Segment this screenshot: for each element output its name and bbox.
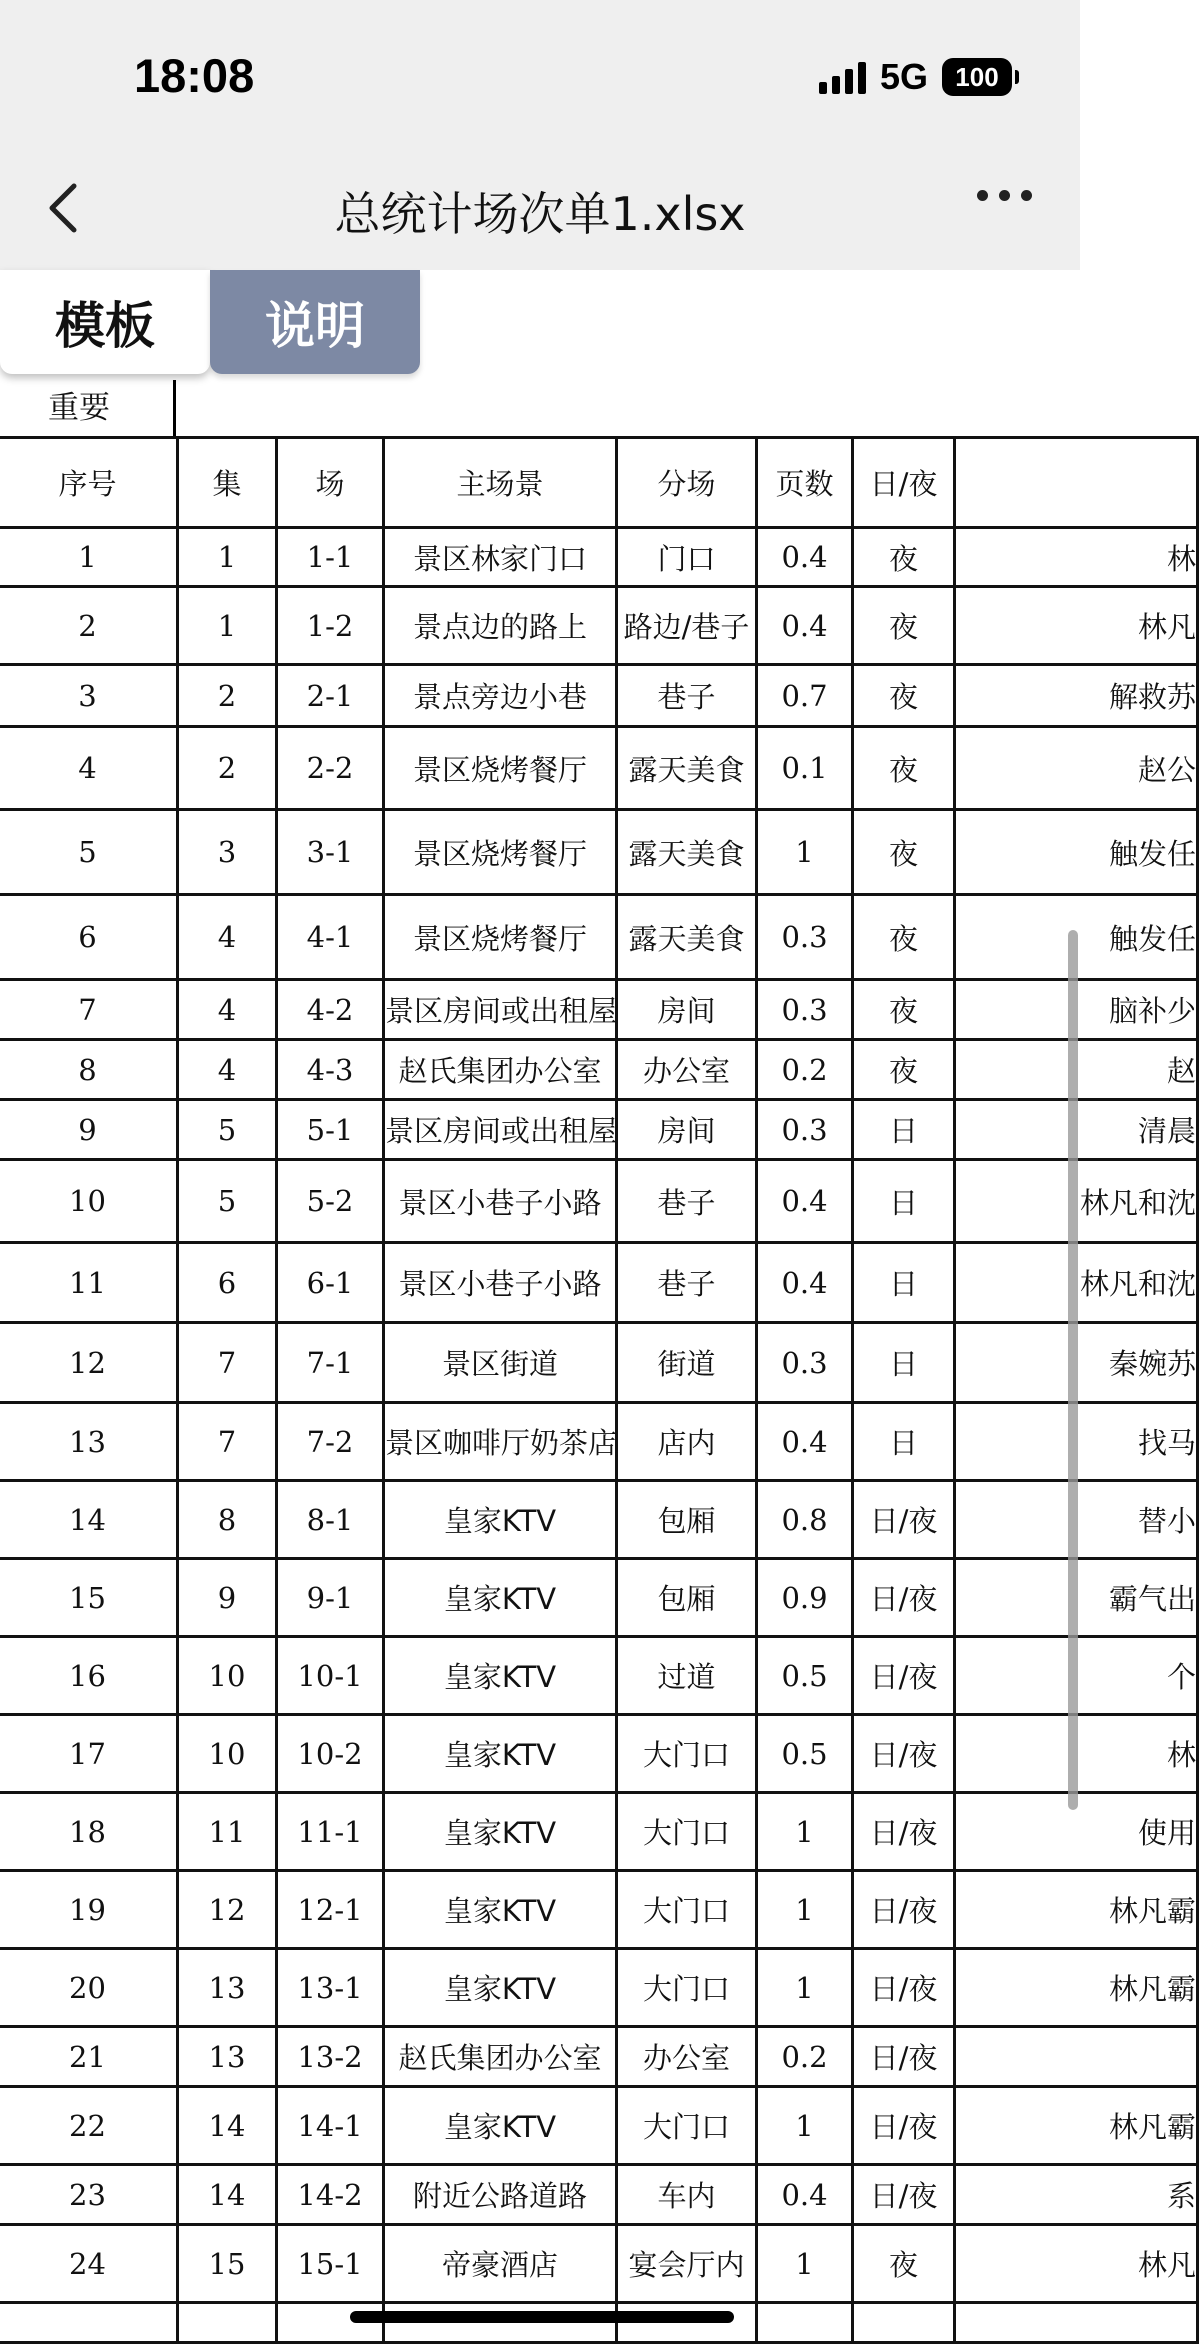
table-cell[interactable]: 景点旁边小巷 [384,665,617,727]
table-cell[interactable]: 1 [757,1949,853,2027]
table-cell[interactable]: 14-1 [277,2087,384,2165]
table-cell[interactable]: 皇家KTV [384,1715,617,1793]
header-cell[interactable]: 主场景 [384,438,617,528]
table-cell[interactable]: 皇家KTV [384,2087,617,2165]
table-row [0,1160,1198,1243]
sheet-cell-important[interactable]: 重要 [0,380,176,436]
table-cell[interactable]: 解救苏 [955,665,1198,727]
table-cell[interactable]: 0.3 [757,895,853,980]
table-cell[interactable]: 赵 [955,1040,1198,1100]
table-cell[interactable]: 日 [853,1243,955,1323]
table-row [0,2087,1198,2165]
table-cell[interactable]: 景区小巷子小路 [384,1243,617,1323]
table-cell[interactable]: 13 [178,2027,277,2087]
table-cell[interactable]: 11 [178,1793,277,1871]
table-cell[interactable]: 过道 [617,1637,757,1715]
table-cell[interactable]: 22 [0,2087,178,2165]
table-cell[interactable]: 7-2 [277,1403,384,1481]
more-dot [977,190,988,201]
table-cell[interactable]: 0.3 [757,980,853,1040]
battery-icon [942,58,1012,96]
table-cell[interactable]: 林凡和沈 [955,1160,1198,1243]
table-cell[interactable]: 路边/巷子 [617,587,757,665]
table-cell[interactable]: 日 [853,1160,955,1243]
file-title: 总统计场次单1.xlsx [334,187,746,241]
table-row [0,810,1198,895]
table-cell[interactable]: 赵氏集团办公室 [384,1040,617,1100]
table-cell[interactable]: 0.5 [757,1637,853,1715]
table-cell[interactable]: 13 [0,1403,178,1481]
table-cell[interactable]: 大门口 [617,2087,757,2165]
table-cell[interactable]: 1-2 [277,587,384,665]
table-cell[interactable]: 使用 [955,1793,1198,1871]
table-cell[interactable]: 0.1 [757,727,853,810]
table-cell[interactable]: 皇家KTV [384,1559,617,1637]
table-cell[interactable]: 10-1 [277,1637,384,1715]
table-cell[interactable]: 5-1 [277,1100,384,1160]
table-cell[interactable]: 19 [0,1871,178,1949]
table-cell[interactable]: 4-1 [277,895,384,980]
table-cell[interactable]: 10 [178,1715,277,1793]
header-cell[interactable]: 序号 [0,438,178,528]
table-cell[interactable]: 13-1 [277,1949,384,2027]
table-cell[interactable]: 7-1 [277,1323,384,1403]
table-row [0,1243,1198,1323]
table-cell[interactable]: 林 [955,1715,1198,1793]
table-cell[interactable]: 日 [853,1403,955,1481]
tab-instructions[interactable]: 说明 [210,270,420,374]
table-cell[interactable]: 景区房间或出租屋 [384,980,617,1040]
table-cell[interactable]: 1 [757,1793,853,1871]
table-cell[interactable] [0,2303,178,2343]
more-dot [1021,190,1032,201]
table-cell[interactable]: 13 [178,1949,277,2027]
table-cell[interactable]: 16 [0,1637,178,1715]
table-cell[interactable]: 大门口 [617,1793,757,1871]
table-cell[interactable]: 包厢 [617,1481,757,1559]
table-cell[interactable]: 7 [178,1403,277,1481]
table-cell[interactable]: 0.9 [757,1559,853,1637]
table-cell[interactable]: 日/夜 [853,1559,955,1637]
table-cell[interactable]: 23 [0,2165,178,2225]
table-cell[interactable]: 附近公路道路 [384,2165,617,2225]
table-row [0,727,1198,810]
table-cell[interactable]: 14 [178,2165,277,2225]
table-cell[interactable]: 4-3 [277,1040,384,1100]
table-cell[interactable]: 日/夜 [853,2027,955,2087]
table-cell[interactable]: 巷子 [617,1243,757,1323]
table-cell[interactable]: 赵氏集团办公室 [384,2027,617,2087]
table-cell[interactable]: 大门口 [617,1715,757,1793]
table-row [0,1100,1198,1160]
table-cell[interactable]: 巷子 [617,665,757,727]
table-cell[interactable]: 10-2 [277,1715,384,1793]
table-cell[interactable]: 11-1 [277,1793,384,1871]
table-cell[interactable]: 脑补少 [955,980,1198,1040]
table-cell[interactable]: 景点边的路上 [384,587,617,665]
table-cell[interactable]: 帝豪酒店 [384,2225,617,2303]
table-cell[interactable]: 日/夜 [853,2165,955,2225]
table-cell[interactable]: 1 [178,587,277,665]
table-cell[interactable]: 8 [178,1481,277,1559]
table-row [0,1040,1198,1100]
table-cell[interactable] [178,2303,277,2343]
table-cell[interactable]: 15 [0,1559,178,1637]
table-cell[interactable]: 替小 [955,1481,1198,1559]
table-cell[interactable]: 景区林家门口 [384,528,617,587]
table-cell[interactable]: 5 [178,1160,277,1243]
table-cell[interactable]: 秦婉苏 [955,1323,1198,1403]
sheet-tabs [0,270,1080,380]
table-cell[interactable]: 2-2 [277,727,384,810]
table-cell[interactable]: 0.7 [757,665,853,727]
table-cell[interactable]: 9-1 [277,1559,384,1637]
table-cell[interactable]: 4 [178,980,277,1040]
table-cell[interactable]: 车内 [617,2165,757,2225]
table-cell[interactable]: 办公室 [617,2027,757,2087]
table-row [0,1637,1198,1715]
table-cell[interactable]: 2 [178,665,277,727]
table-cell[interactable]: 6 [178,1243,277,1323]
tab-template[interactable]: 模板 [0,270,210,374]
table-cell[interactable]: 林 [955,528,1198,587]
table-row [0,1793,1198,1871]
header-cell[interactable]: 分场 [617,438,757,528]
table-cell[interactable]: 8-1 [277,1481,384,1559]
table-cell[interactable] [955,2027,1198,2087]
table-cell[interactable]: 4 [178,1040,277,1100]
table-cell[interactable]: 店内 [617,1403,757,1481]
table-cell[interactable]: 林凡 [955,587,1198,665]
table-cell[interactable]: 林凡和沈 [955,1243,1198,1323]
table-cell[interactable]: 日/夜 [853,1871,955,1949]
table-row [0,2027,1198,2087]
table-cell[interactable]: 21 [0,2027,178,2087]
table-cell[interactable]: 0.4 [757,1243,853,1323]
table-cell[interactable]: 9 [0,1100,178,1160]
table-cell[interactable]: 皇家KTV [384,1793,617,1871]
table-row [0,2225,1198,2303]
spreadsheet[interactable] [0,380,1196,2341]
table-cell[interactable]: 皇家KTV [384,1481,617,1559]
table-row [0,1871,1198,1949]
table-cell[interactable]: 宴会厅内 [617,2225,757,2303]
table-cell[interactable]: 夜 [853,528,955,587]
table-cell[interactable]: 日 [853,1323,955,1403]
table-cell[interactable]: 景区街道 [384,1323,617,1403]
table-cell[interactable]: 夜 [853,587,955,665]
table-cell[interactable]: 0.4 [757,528,853,587]
table-cell[interactable]: 0.3 [757,1323,853,1403]
table-cell[interactable]: 4 [178,895,277,980]
table-row [0,1481,1198,1559]
table-cell[interactable]: 1 [757,2087,853,2165]
table-cell[interactable]: 日/夜 [853,1715,955,1793]
battery-level: 100 [955,61,999,92]
table-cell[interactable]: 景区烧烤餐厅 [384,727,617,810]
table-cell[interactable]: 5-2 [277,1160,384,1243]
table-cell[interactable]: 景区小巷子小路 [384,1160,617,1243]
vertical-scrollbar[interactable] [1068,930,1078,1810]
table-cell[interactable]: 0.4 [757,1160,853,1243]
table-cell[interactable]: 1 [757,1871,853,1949]
table-cell[interactable]: 14-2 [277,2165,384,2225]
table-cell[interactable]: 9 [178,1559,277,1637]
table-cell[interactable]: 夜 [853,895,955,980]
table-cell[interactable]: 日/夜 [853,1949,955,2027]
table-cell[interactable]: 18 [0,1793,178,1871]
table-cell[interactable]: 8 [0,1040,178,1100]
table-cell[interactable]: 夜 [853,980,955,1040]
table-cell[interactable]: 1 [0,528,178,587]
table-cell[interactable]: 办公室 [617,1040,757,1100]
table-cell[interactable]: 14 [178,2087,277,2165]
table-cell[interactable]: 日 [853,1100,955,1160]
table-cell[interactable]: 12 [178,1871,277,1949]
table-cell[interactable]: 个 [955,1637,1198,1715]
table-cell[interactable]: 5 [0,810,178,895]
header-cell[interactable]: 场 [277,438,384,528]
table-cell[interactable]: 大门口 [617,1871,757,1949]
table-cell[interactable]: 房间 [617,980,757,1040]
table-cell[interactable]: 5 [178,1100,277,1160]
table-cell[interactable]: 林凡 [955,2225,1198,2303]
table-cell[interactable]: 12 [0,1323,178,1403]
table-cell[interactable]: 3-1 [277,810,384,895]
table-cell[interactable]: 巷子 [617,1160,757,1243]
table-cell[interactable]: 露天美食 [617,727,757,810]
table-cell[interactable]: 霸气出 [955,1559,1198,1637]
table-cell[interactable]: 0.8 [757,1481,853,1559]
table-cell[interactable]: 20 [0,1949,178,2027]
table-cell[interactable]: 触发任 [955,810,1198,895]
table-cell[interactable]: 日/夜 [853,1637,955,1715]
table-row [0,528,1198,587]
table-cell[interactable]: 15-1 [277,2225,384,2303]
table-row [0,2165,1198,2225]
header-cell[interactable]: 集 [178,438,277,528]
table-row [0,980,1198,1040]
table-cell[interactable]: 夜 [853,2225,955,2303]
table-cell[interactable]: 7 [0,980,178,1040]
table-cell[interactable]: 0.4 [757,2165,853,2225]
table-cell[interactable]: 3 [178,810,277,895]
sheet-table [0,436,1199,2344]
table-cell[interactable]: 2 [178,727,277,810]
table-cell[interactable]: 0.4 [757,1403,853,1481]
table-row [0,895,1198,980]
table-cell[interactable] [955,2303,1198,2343]
table-cell[interactable]: 景区烧烤餐厅 [384,895,617,980]
table-cell[interactable]: 10 [0,1160,178,1243]
header-cell[interactable] [955,438,1198,528]
table-cell[interactable]: 1 [178,528,277,587]
table-cell[interactable]: 2-1 [277,665,384,727]
table-cell[interactable]: 找马 [955,1403,1198,1481]
table-cell[interactable]: 街道 [617,1323,757,1403]
more-dot [999,190,1010,201]
more-button[interactable] [977,190,1032,201]
table-cell[interactable]: 日/夜 [853,1793,955,1871]
top-bar [0,0,1080,270]
table-cell[interactable]: 1-1 [277,528,384,587]
table-cell[interactable]: 日/夜 [853,2087,955,2165]
table-cell[interactable]: 林凡霸 [955,2087,1198,2165]
table-cell[interactable]: 景区咖啡厅奶茶店 [384,1403,617,1481]
header-row [0,438,1198,528]
table-cell[interactable]: 7 [178,1323,277,1403]
table-row [0,587,1198,665]
table-cell[interactable]: 皇家KTV [384,1949,617,2027]
table-row [0,1403,1198,1481]
table-cell[interactable]: 门口 [617,528,757,587]
table-cell[interactable]: 4-2 [277,980,384,1040]
table-row [0,1715,1198,1793]
table-cell[interactable]: 17 [0,1715,178,1793]
table-cell[interactable]: 14 [0,1481,178,1559]
table-cell[interactable]: 景区房间或出租屋 [384,1100,617,1160]
table-cell[interactable]: 大门口 [617,1949,757,2027]
status-time: 18:08 [134,49,255,102]
table-cell[interactable]: 10 [178,1637,277,1715]
table-cell[interactable]: 皇家KTV [384,1871,617,1949]
home-indicator [350,2311,734,2323]
status-icons [819,56,1012,98]
header-cell[interactable]: 页数 [757,438,853,528]
table-cell[interactable]: 13-2 [277,2027,384,2087]
table-cell[interactable]: 2 [0,587,178,665]
table-cell[interactable]: 24 [0,2225,178,2303]
table-row [0,665,1198,727]
table-cell[interactable]: 12-1 [277,1871,384,1949]
table-cell[interactable]: 房间 [617,1100,757,1160]
header-cell[interactable]: 日/夜 [853,438,955,528]
table-row [0,1559,1198,1637]
table-cell[interactable]: 6 [0,895,178,980]
table-cell[interactable]: 3 [0,665,178,727]
table-cell[interactable]: 4 [0,727,178,810]
table-cell[interactable]: 0.2 [757,2027,853,2087]
table-cell[interactable]: 夜 [853,810,955,895]
table-cell[interactable]: 1 [757,2225,853,2303]
table-cell[interactable]: 清晨 [955,1100,1198,1160]
table-row [0,1949,1198,2027]
table-cell[interactable]: 0.5 [757,1715,853,1793]
table-cell[interactable]: 露天美食 [617,810,757,895]
table-cell[interactable]: 系 [955,2165,1198,2225]
table-cell[interactable]: 赵公 [955,727,1198,810]
cellular-signal-icon [819,60,866,94]
table-cell[interactable] [757,2303,853,2343]
table-cell[interactable]: 15 [178,2225,277,2303]
table-cell[interactable]: 夜 [853,727,955,810]
table-cell[interactable]: 林凡霸 [955,1949,1198,2027]
table-cell[interactable]: 景区烧烤餐厅 [384,810,617,895]
table-cell[interactable]: 皇家KTV [384,1637,617,1715]
network-type: 5G [879,56,928,97]
table-cell[interactable]: 包厢 [617,1559,757,1637]
table-cell[interactable]: 6-1 [277,1243,384,1323]
table-cell[interactable]: 夜 [853,665,955,727]
table-cell[interactable]: 日/夜 [853,1481,955,1559]
table-cell[interactable]: 1 [757,810,853,895]
table-cell[interactable] [853,2303,955,2343]
table-cell[interactable]: 露天美食 [617,895,757,980]
table-cell[interactable]: 林凡霸 [955,1871,1198,1949]
table-cell[interactable]: 0.2 [757,1040,853,1100]
table-cell[interactable]: 0.3 [757,1100,853,1160]
table-cell[interactable]: 夜 [853,1040,955,1100]
table-cell[interactable]: 0.4 [757,587,853,665]
table-cell[interactable]: 11 [0,1243,178,1323]
table-cell[interactable]: 触发任 [955,895,1198,980]
table-row [0,1323,1198,1403]
